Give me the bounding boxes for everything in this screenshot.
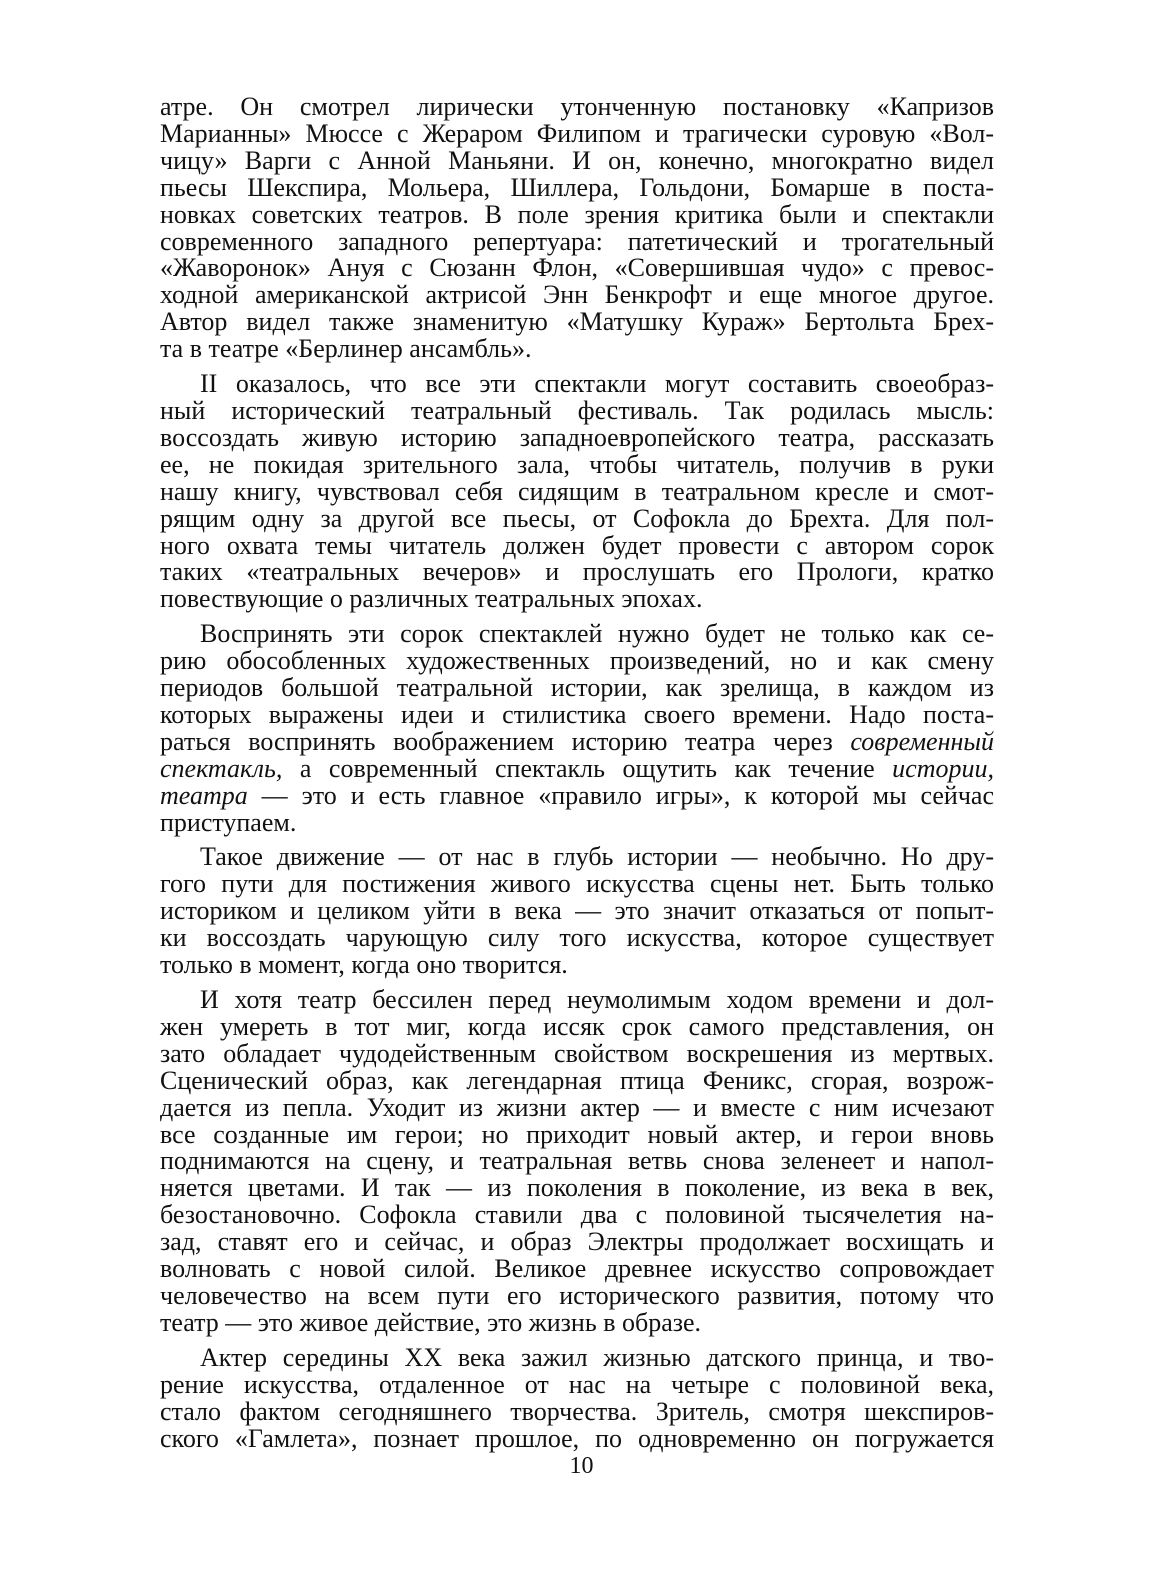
text-line: только в момент, когда оно творится. [160, 950, 568, 980]
text-line: таких «театральных вечеров» и прослушать его Прологи, кратко [160, 557, 994, 587]
text-line: дается из пепла. Уходит из жизни актер — и вместе с ним исчезают [160, 1092, 994, 1122]
text-line: театра — это и есть главное «правило игры», к которой мы сейчас [160, 780, 994, 810]
text-line: зато обладает чудодейственным свойством воскрешения из мертвых. [160, 1038, 994, 1068]
paragraph [160, 844, 994, 979]
text-line: театр — это живое действие, это жизнь в образе. [160, 1307, 702, 1337]
text-line: поднимаются на сцену, и театральная ветвь снова зеленеет и напол- [160, 1146, 994, 1176]
paragraph [160, 94, 994, 363]
text-line: атре. Он смотрел лирически утонченную постановку «Капризов [160, 92, 994, 121]
text-line: Воспринять эти сорок спектаклей нужно будет не только как се- [200, 619, 994, 649]
text-line: ского «Гамлета», познает прошлое, по одновременно он погружается [160, 1423, 994, 1453]
text-line: историком и целиком уйти в века — это значит отказаться от попыт- [160, 896, 994, 926]
paragraph [160, 987, 994, 1337]
text-line: современного западного репертуара: патетический и трогательный [160, 226, 994, 256]
text-line: Актер середины XX века зажил жизнью датского принца, и тво- [200, 1342, 994, 1372]
body-text [160, 94, 994, 1452]
text-line: II оказалось, что все эти спектакли могут составить своеобраз- [200, 369, 994, 399]
text-line: рию обособленных художественных произведений, но и как смену [160, 646, 994, 676]
text-line: жен умереть в тот миг, когда иссяк срок самого представления, он [160, 1011, 994, 1041]
text-line: ее, не покидая зрительного зала, чтобы читатель, получив в руки [160, 449, 994, 479]
text-line: Марианны» Мюссе с Жераром Филипом и трагически суровую «Вол- [160, 118, 994, 148]
text-line: волновать с новой силой. Великое древнее искусство сопровождает [160, 1254, 994, 1284]
paragraph [160, 371, 994, 613]
text-line: зад, ставят его и сейчас, и образ Электры продолжает восхищать и [160, 1227, 994, 1257]
text-line: чицу» Варги с Анной Маньяни. И он, конечно, многократно видел [160, 145, 994, 175]
text-line: приступаем. [160, 807, 297, 837]
text-line: все созданные им герои; но приходит новый актер, и герои вновь [160, 1119, 994, 1149]
text-line: ки воссоздать чарующую силу того искусства, которое существует [160, 923, 994, 953]
text-line: гого пути для постижения живого искусства сцены нет. Быть только [160, 869, 994, 899]
text-line: та в театре «Берлинер ансамбль». [160, 334, 532, 364]
paragraph [160, 1342, 994, 1453]
text-line: ный исторический театральный фестиваль. Так родилась мысль: [160, 395, 994, 425]
paragraph [160, 621, 994, 836]
text-line: рящим одну за другой все пьесы, от Софокла до Брехта. Для пол- [160, 503, 994, 533]
text-line: нашу книгу, чувствовал себя сидящим в театральном кресле и смот- [160, 476, 994, 506]
text-line: человечество на всем пути его исторического развития, потому что [160, 1280, 994, 1310]
text-line: Такое движение — от нас в глубь истории — необычно. Но дру- [200, 842, 994, 872]
text-line: раться воспринять воображением историю театра через современный [160, 726, 994, 756]
text-line: стало фактом сегодняшнего творчества. Зритель, смотря шекспиров- [160, 1396, 994, 1426]
page-number: 10 [569, 1453, 594, 1479]
text-line: пьесы Шекспира, Мольера, Шиллера, Гольдони, Бомарше в поста- [160, 172, 994, 202]
text-line: И хотя театр бессилен перед неумолимым ходом времени и дол- [200, 985, 994, 1014]
text-line: спектакль, а современный спектакль ощутить как течение истории, [160, 753, 994, 783]
text-line: «Жаворонок» Ануя с Сюзанн Флон, «Совершившая чудо» с превос- [160, 253, 994, 283]
text-line: рение искусства, отдаленное от нас на четыре с половиной века, [160, 1369, 994, 1399]
text-line: которых выражены идеи и стилистика своего времени. Надо поста- [160, 699, 994, 729]
text-line: безостановочно. Софокла ставили два с половиной тысячелетия на- [160, 1200, 994, 1230]
text-line: Автор видел также знаменитую «Матушку Кураж» Бертольта Брех- [160, 307, 994, 337]
text-line: воссоздать живую историю западноевропейского театра, рассказать [160, 422, 994, 452]
text-line: ходной американской актрисой Энн Бенкрофт и еще многое другое. [160, 280, 994, 310]
text-line: Сценический образ, как легендарная птица Феникс, сгорая, возрож- [160, 1065, 994, 1095]
text-line: новках советских театров. В поле зрения критика были и спектакли [160, 199, 994, 229]
text-line: периодов большой театральной истории, как зрелища, в каждом из [160, 673, 994, 703]
text-line: няется цветами. И так — из поколения в поколение, из века в век, [160, 1173, 994, 1203]
text-line: ного охвата темы читатель должен будет провести с автором сорок [160, 530, 994, 560]
text-line: повествующие о различных театральных эпохах. [160, 584, 703, 614]
